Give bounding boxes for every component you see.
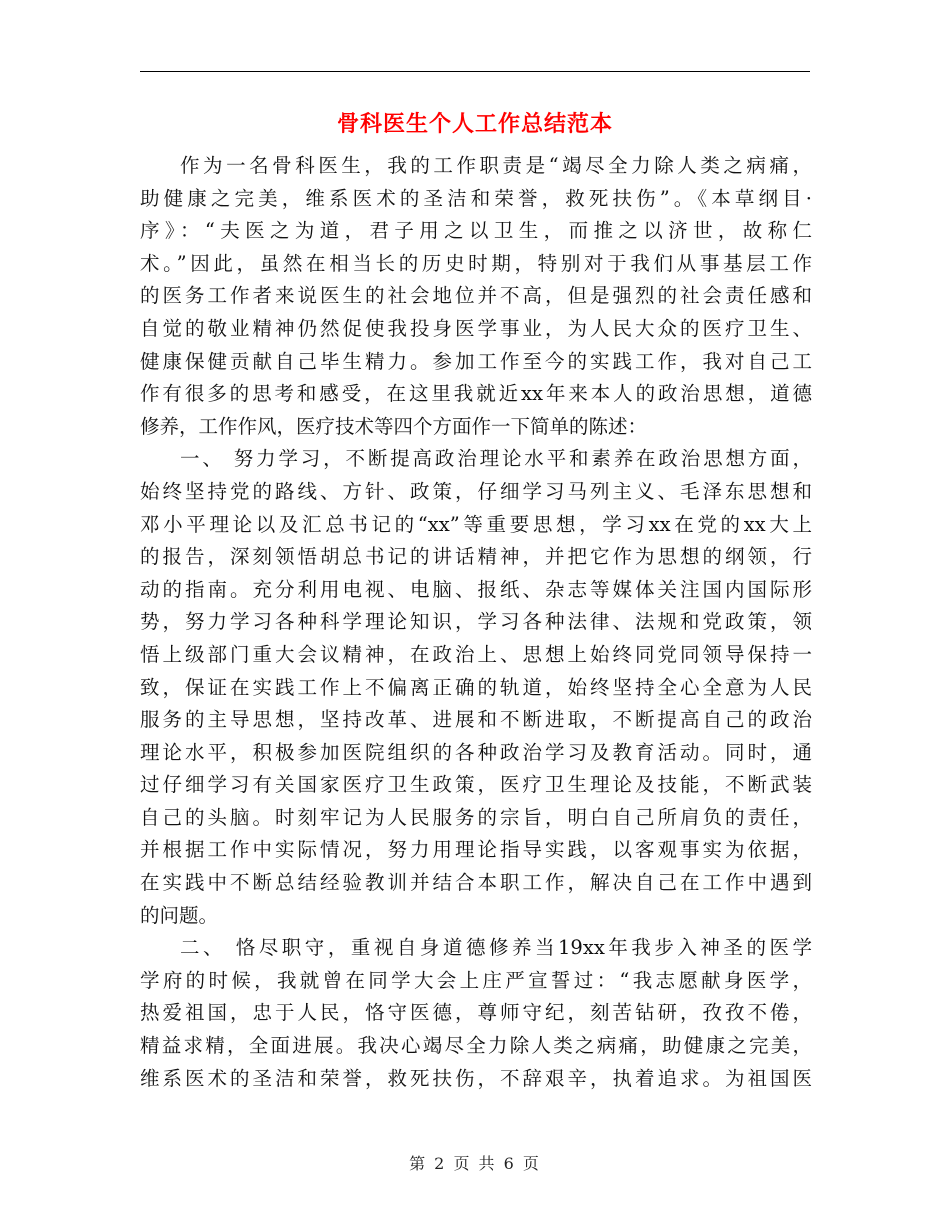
text-line: 一、 努力学习，不断提高政治理论水平和素养在政治思想方面， [180,447,812,471]
text-line: 动的指南。充分利用电视、电脑、报纸、杂志等媒体关注国内国际形 [140,577,812,601]
text-line: 助健康之完美，维系医术的圣洁和荣誉，救死扶伤”。《本草纲目· [140,186,812,210]
text-line: 理论水平，积极参加医院组织的各种政治学习及教育活动。同时，通 [140,740,812,764]
text-line: 作为一名骨科医生，我的工作职责是“竭尽全力除人类之病痛， [180,154,812,177]
header-rule [140,71,810,72]
text-line: 自己的头脑。时刻牢记为人民服务的宗旨，明白自己所肩负的责任， [140,805,812,829]
text-line: 的医务工作者来说医生的社会地位并不高，但是强烈的社会责任感和 [140,284,812,308]
text-line: 并根据工作中实际情况，努力用理论指导实践，以客观事实为依据， [140,838,812,862]
document-body [140,150,812,1095]
text-line: 维系医术的圣洁和荣誉，救死扶伤，不辞艰辛，执着追求。为祖国医 [140,1066,812,1090]
document-title: 骨科医生个人工作总结范本 [336,111,613,137]
text-line: 悟上级部门重大会议精神，在政治上、思想上始终同党同领导保持一 [140,642,812,666]
text-line: 术。”因此，虽然在相当长的历史时期，特别对于我们从事基层工作 [140,251,812,275]
text-line: 在实践中不断总结经验教训并结合本职工作，解决自己在工作中遇到 [140,871,812,895]
text-line: 始终坚持党的路线、方针、政策，仔细学习马列主义、毛泽东思想和 [140,479,812,503]
page-number-footer: 第 2 页 共 6 页 [409,1154,541,1173]
text-line: 势，努力学习各种科学理论知识，学习各种法律、法规和党政策，领 [140,610,812,634]
text-line: 的报告，深刻领悟胡总书记的讲话精神，并把它作为思想的纲领，行 [140,545,812,569]
text-line: 热爱祖国，忠于人民，恪守医德，尊师守纪，刻苦钻研，孜孜不倦， [140,1001,812,1025]
text-line: 过仔细学习有关国家医疗卫生政策，医疗卫生理论及技能，不断武装 [140,773,812,797]
text-line: 二、 恪尽职守，重视自身道德修养当19xx年我步入神圣的医学 [180,936,812,960]
text-line: 序》：“夫医之为道，君子用之以卫生，而推之以济世，故称仁 [140,219,812,243]
text-line: 自觉的敬业精神仍然促使我投身医学事业，为人民大众的医疗卫生、 [140,316,812,340]
text-line: 健康保健贡献自己毕生精力。参加工作至今的实践工作，我对自己工 [140,349,812,373]
text-line: 的问题。 [140,903,219,927]
text-line: 邓小平理论以及汇总书记的“xx”等重要思想，学习xx在党的xx大上 [140,512,812,536]
text-line: 致，保证在实践工作上不偏离正确的轨道，始终坚持全心全意为人民 [140,675,812,699]
text-line: 学府的时候，我就曾在同学大会上庄严宣誓过：“我志愿献身医学， [140,968,812,992]
text-line: 服务的主导思想，坚持改革、进展和不断进取，不断提高自己的政治 [140,708,812,732]
text-line: 精益求精，全面进展。我决心竭尽全力除人类之病痛，助健康之完美， [140,1034,812,1058]
text-line: 修养，工作作风，医疗技术等四个方面作一下简单的陈述： [140,414,648,438]
text-line: 作有很多的思考和感受，在这里我就近xx年来本人的政治思想，道德 [140,382,812,406]
